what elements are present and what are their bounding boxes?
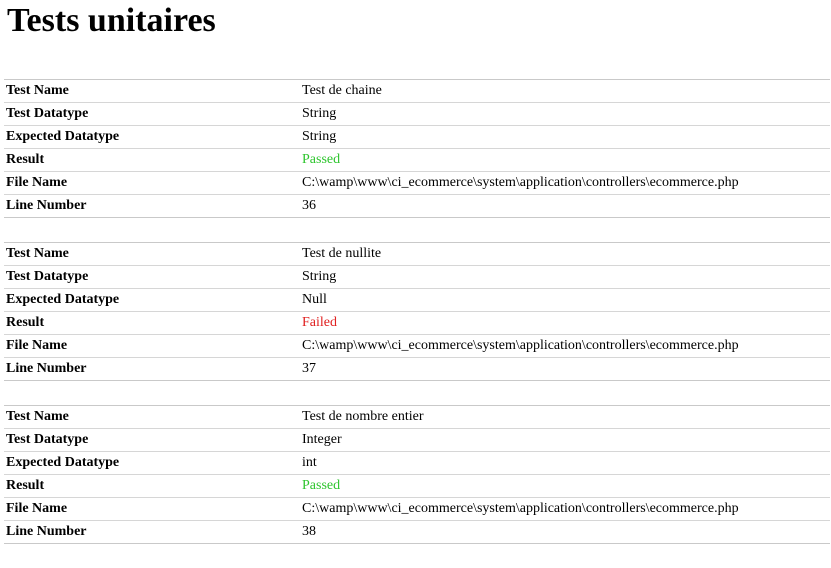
file-name-label: File Name xyxy=(4,335,300,358)
row-result xyxy=(4,312,830,335)
expected-datatype-value: int xyxy=(300,452,830,475)
row-test-datatype xyxy=(4,429,830,452)
line-number-label: Line Number xyxy=(6,198,87,213)
row-test-name xyxy=(4,80,830,103)
file-name-label: File Name xyxy=(4,172,300,195)
row-result xyxy=(4,475,830,498)
test-name-label: Test Name xyxy=(4,243,300,266)
line-number-value: 38 xyxy=(302,524,316,539)
result-label: Result xyxy=(4,312,300,335)
result-label: Result xyxy=(4,475,300,498)
file-name-value: C:\wamp\www\ci_ecommerce\system\application\controllers\ecommerce.php xyxy=(300,335,830,358)
expected-datatype-value: Null xyxy=(300,289,830,312)
test-name-label: Test Name xyxy=(4,406,300,429)
test-name-label: Test Name xyxy=(4,80,300,103)
test-datatype-label: Test Datatype xyxy=(4,266,300,289)
test-result-table xyxy=(4,405,830,544)
row-test-name xyxy=(4,243,830,266)
row-expected-datatype xyxy=(4,452,830,475)
file-name-value: C:\wamp\www\ci_ecommerce\system\application\controllers\ecommerce.php xyxy=(300,498,830,521)
row-test-name xyxy=(4,406,830,429)
test-datatype-label: Test Datatype xyxy=(4,103,300,126)
line-number-label: Line Number xyxy=(6,361,87,376)
test-datatype-value: String xyxy=(300,103,830,126)
row-line-number xyxy=(4,521,830,544)
test-results xyxy=(4,79,830,568)
test-name-value: Test de nullite xyxy=(300,243,830,266)
row-file-name xyxy=(4,498,830,521)
test-datatype-value: String xyxy=(300,266,830,289)
result-value-failed: Failed xyxy=(300,312,830,335)
row-line-number xyxy=(4,195,830,218)
result-value-passed: Passed xyxy=(300,475,830,498)
expected-datatype-label: Expected Datatype xyxy=(4,126,300,149)
test-name-value: Test de chaine xyxy=(300,80,830,103)
test-datatype-value: Integer xyxy=(300,429,830,452)
row-file-name xyxy=(4,172,830,195)
test-datatype-label: Test Datatype xyxy=(4,429,300,452)
result-label: Result xyxy=(4,149,300,172)
row-line-number xyxy=(4,358,830,381)
file-name-label: File Name xyxy=(4,498,300,521)
row-result xyxy=(4,149,830,172)
line-number-label: Line Number xyxy=(6,524,87,539)
row-expected-datatype xyxy=(4,126,830,149)
line-number-value: 36 xyxy=(302,198,316,213)
expected-datatype-value: String xyxy=(300,126,830,149)
row-file-name xyxy=(4,335,830,358)
file-name-value: C:\wamp\www\ci_ecommerce\system\application\controllers\ecommerce.php xyxy=(300,172,830,195)
expected-datatype-label: Expected Datatype xyxy=(4,289,300,312)
test-result-table xyxy=(4,79,830,218)
expected-datatype-label: Expected Datatype xyxy=(4,452,300,475)
row-test-datatype xyxy=(4,266,830,289)
row-test-datatype xyxy=(4,103,830,126)
result-value-passed: Passed xyxy=(300,149,830,172)
test-result-table xyxy=(4,242,830,381)
page-title: Tests unitaires xyxy=(7,2,216,39)
test-name-value: Test de nombre entier xyxy=(300,406,830,429)
row-expected-datatype xyxy=(4,289,830,312)
line-number-value: 37 xyxy=(302,361,316,376)
